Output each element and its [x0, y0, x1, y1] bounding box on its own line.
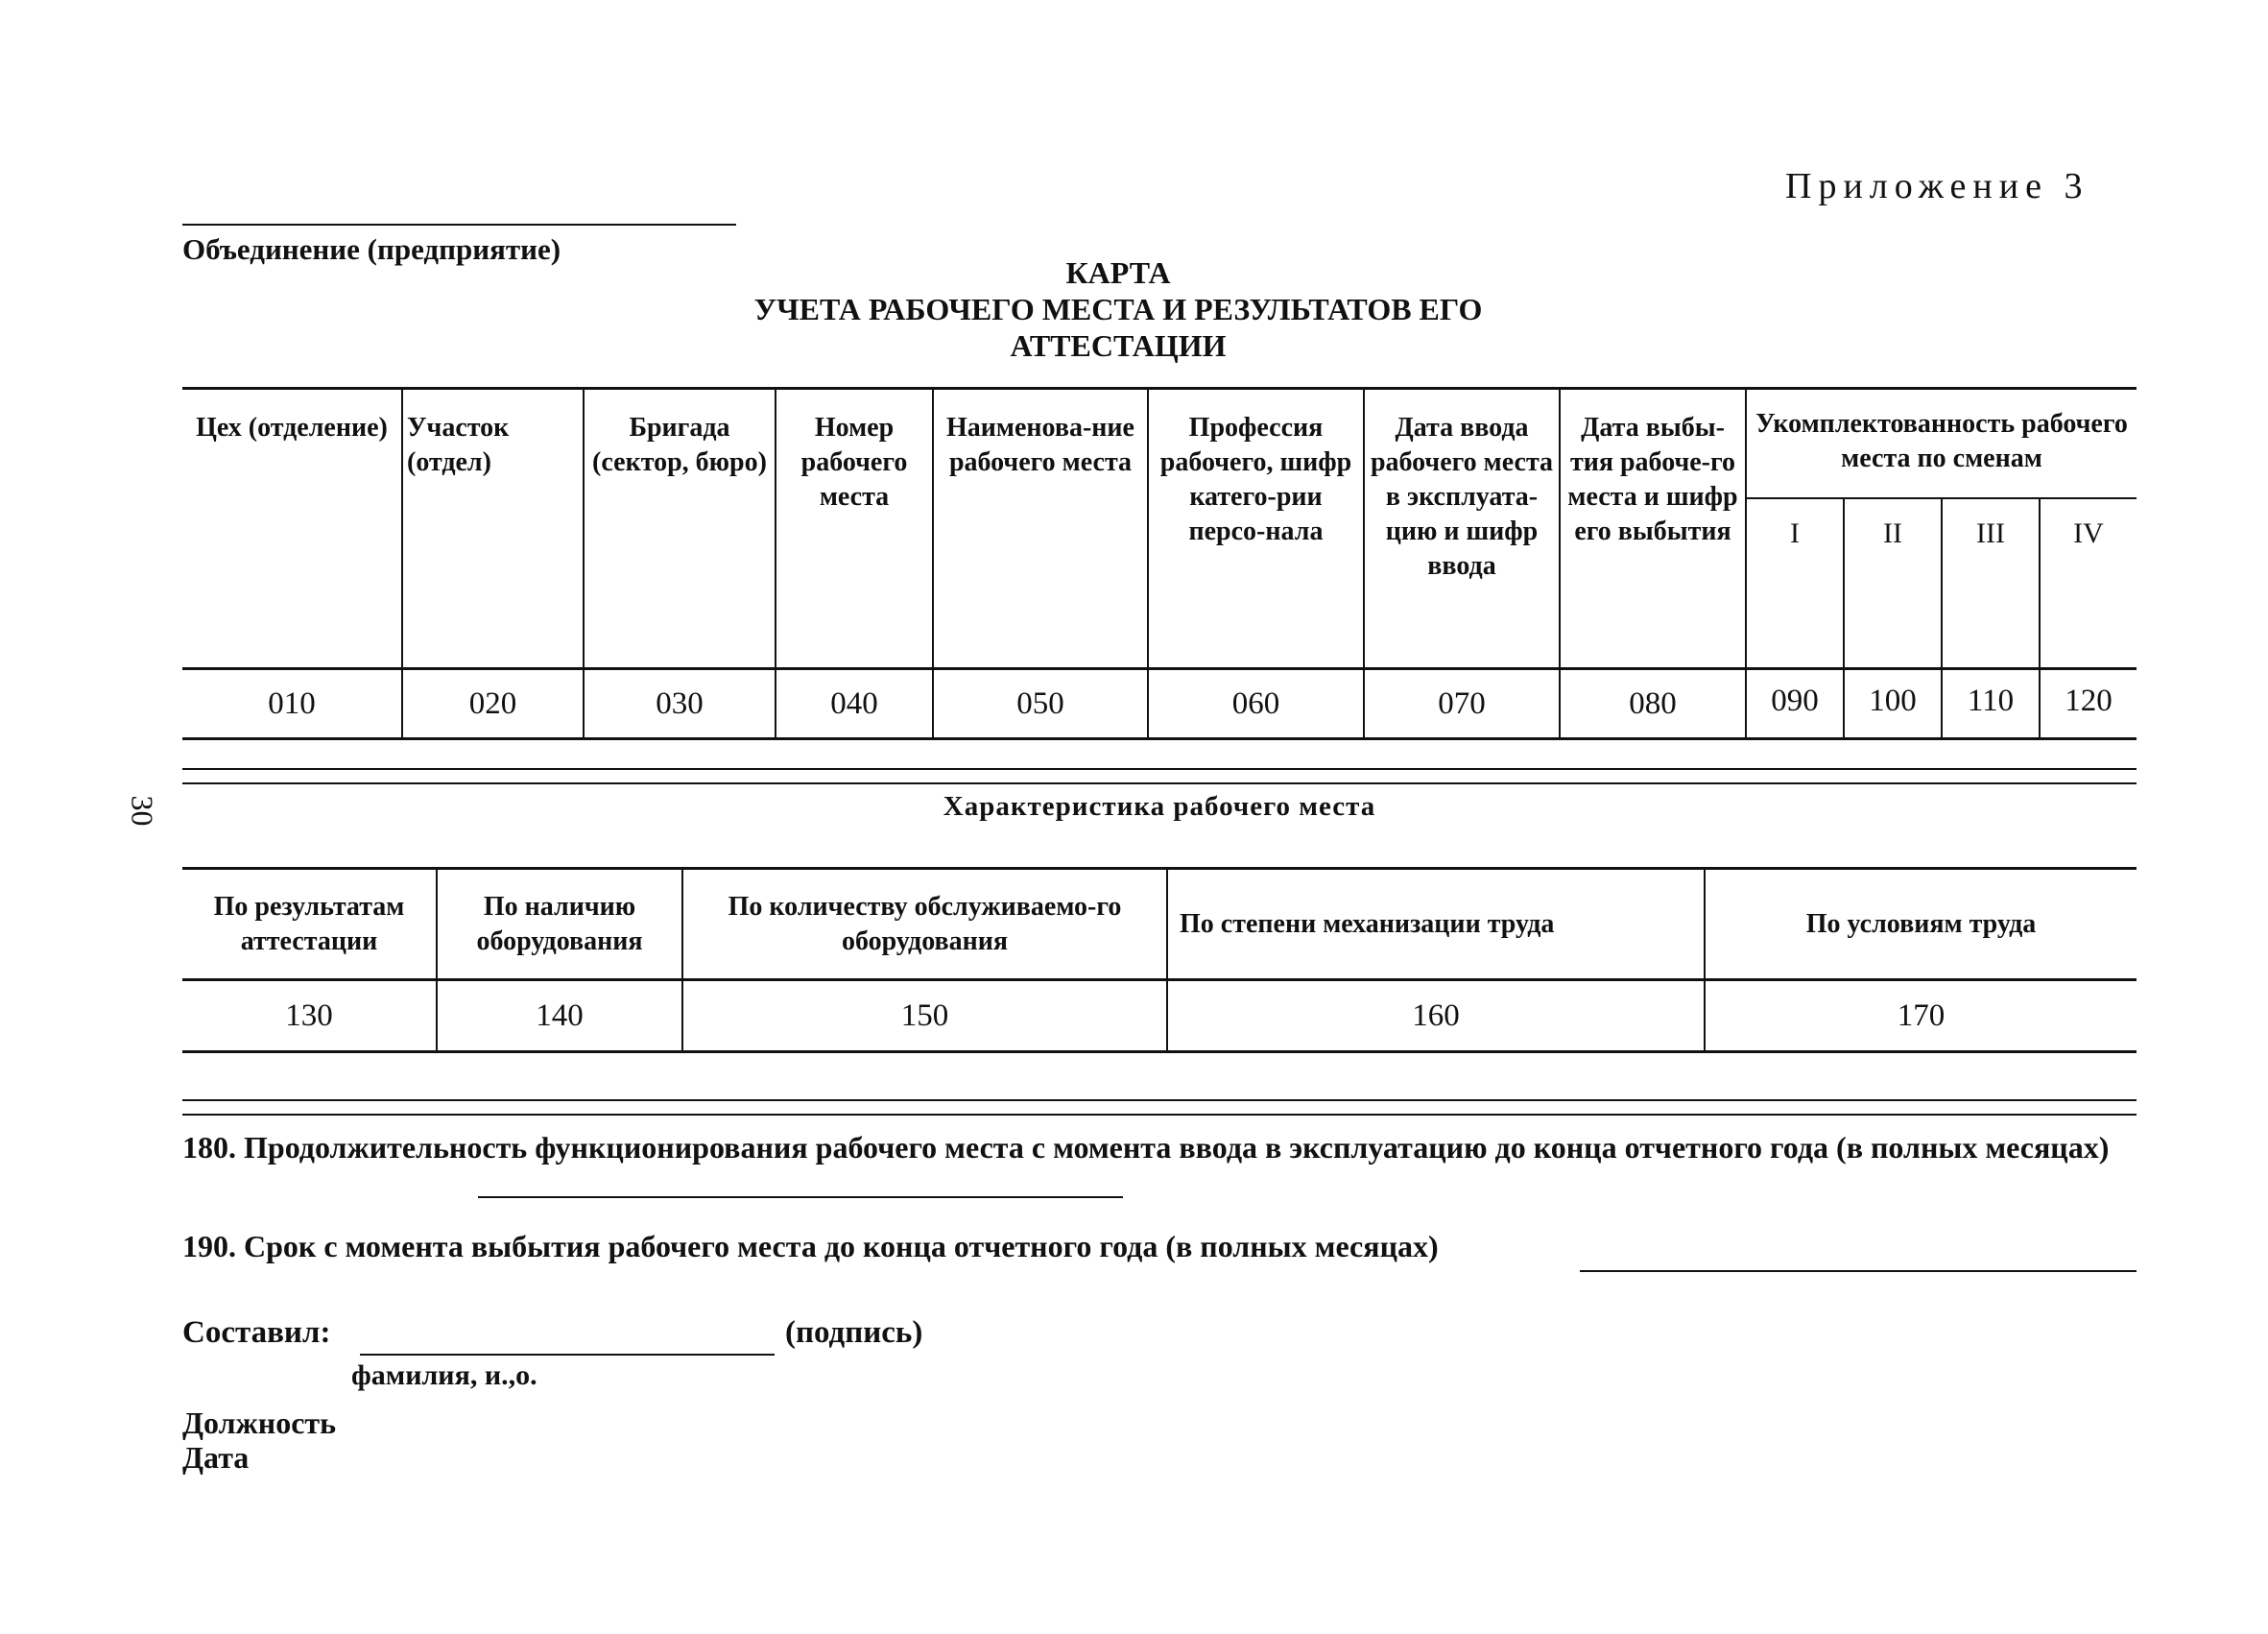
page-number: 30 — [125, 795, 160, 827]
characteristics-title: Характеристика рабочего места — [943, 791, 1376, 822]
document-title — [614, 254, 1622, 364]
code-cell: 090 — [1747, 670, 1845, 737]
code-cell: 040 — [776, 669, 933, 739]
header-workplace-number: Номер рабочего места — [776, 389, 933, 669]
composed-by-fill-line — [360, 1354, 775, 1356]
shift-2: II — [1845, 499, 1943, 667]
header-section: Участок (отдел) — [402, 389, 584, 669]
code-cell: 140 — [437, 980, 682, 1052]
item-190-fill-line — [1580, 1270, 2137, 1272]
divider — [182, 1114, 2137, 1116]
char-header-attestation: По результатам аттестации — [182, 869, 437, 980]
signature-label: (подпись) — [785, 1315, 923, 1350]
title-line-1: КАРТА — [1065, 255, 1171, 290]
code-cell: 110 — [1943, 670, 2041, 737]
char-header-conditions: По условиям труда — [1705, 869, 2137, 980]
shift-1: I — [1747, 499, 1845, 667]
code-cell: 100 — [1845, 670, 1943, 737]
divider — [182, 768, 2137, 770]
item-190: 190. Срок с момента выбытия рабочего места до конца отчетного года (в полных месяцах) — [182, 1229, 1439, 1263]
header-commission-date: Дата ввода рабочего места в эксплуата-цию и шифр ввода — [1364, 389, 1560, 669]
code-cell: 160 — [1167, 980, 1705, 1052]
code-cell: 150 — [682, 980, 1167, 1052]
date-label: Дата — [182, 1440, 250, 1475]
shift-headers — [1747, 499, 2137, 667]
divider — [182, 1099, 2137, 1101]
char-header-equipment: По наличию оборудования — [437, 869, 682, 980]
code-cell: 070 — [1364, 669, 1560, 739]
char-header-mechanization: По степени механизации труда — [1167, 869, 1705, 980]
header-workshop: Цех (отделение) — [182, 389, 402, 669]
staffing-group-title: Укомплектованность рабочего места по сменам — [1747, 390, 2137, 499]
divider — [182, 782, 2137, 784]
composed-by-label: Составил: — [182, 1315, 331, 1350]
organization-label: Объединение (предприятие) — [182, 232, 561, 266]
title-line-3: АТТЕСТАЦИИ — [1010, 328, 1227, 363]
code-cell: 080 — [1560, 669, 1746, 739]
item-180-fill-line — [478, 1196, 1123, 1198]
fio-label: фамилия, и.,о. — [351, 1359, 537, 1391]
code-cell: 030 — [584, 669, 776, 739]
appendix-label: Приложение 3 — [1785, 166, 2089, 206]
code-cell: 130 — [182, 980, 437, 1052]
organization-fill-line — [182, 224, 736, 226]
code-cell: 050 — [933, 669, 1148, 739]
characteristics-table — [182, 867, 2137, 1053]
code-cell: 020 — [402, 669, 584, 739]
shift-4: IV — [2073, 517, 2104, 549]
code-cell: 120 — [2065, 684, 2113, 718]
shift-3: III — [1943, 499, 2041, 667]
title-line-2: УЧЕТА РАБОЧЕГО МЕСТА И РЕЗУЛЬТАТОВ ЕГО — [753, 292, 1483, 326]
code-cell: 010 — [182, 669, 402, 739]
header-brigade: Бригада (сектор, бюро) — [584, 389, 776, 669]
workplace-record-table — [182, 387, 2137, 740]
position-label: Должность — [182, 1406, 337, 1440]
shift-code-group — [1746, 669, 2137, 739]
char-header-equipment-count: По количеству обслуживаемо-го оборудования — [682, 869, 1167, 980]
header-staffing-group — [1746, 389, 2137, 669]
header-retirement-date: Дата выбы-тия рабоче-го места и шифр его выбытия — [1560, 389, 1746, 669]
code-cell: 060 — [1148, 669, 1364, 739]
header-profession: Профессия рабочего, шифр катего-рии персо-нала — [1148, 389, 1364, 669]
code-cell: 170 — [1705, 980, 2137, 1052]
header-workplace-name: Наименова-ние рабочего места — [933, 389, 1148, 669]
item-180: 180. Продолжительность функционирования рабочего места с момента ввода в эксплуатацию до конца отчетного года (в полных месяцах) — [182, 1130, 2110, 1165]
